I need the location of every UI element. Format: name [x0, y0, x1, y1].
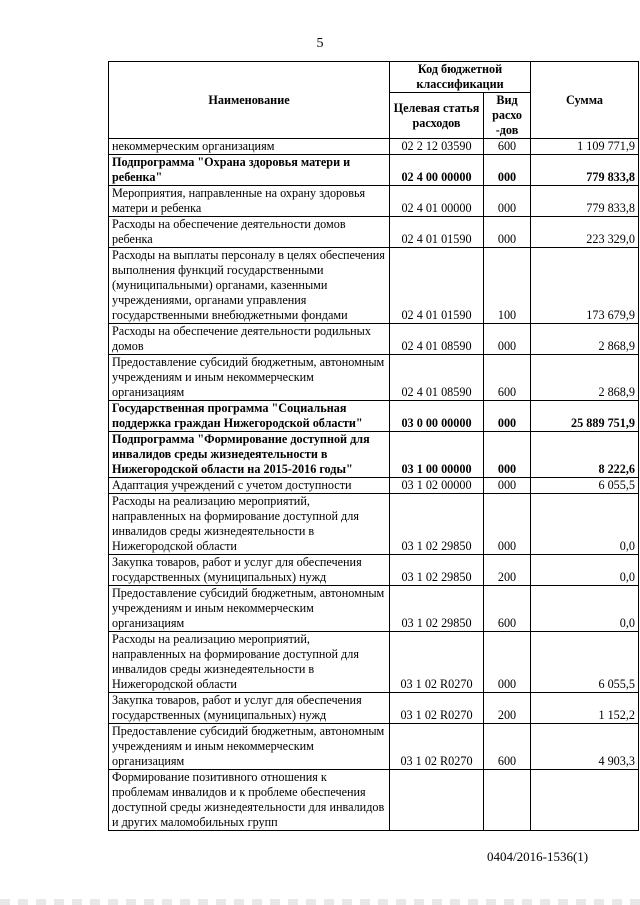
row-target-code: 03 1 02 00000	[390, 478, 484, 494]
row-target-code: 02 4 01 08590	[390, 324, 484, 355]
table-body	[109, 139, 639, 831]
row-name: Подпрограмма "Формирование доступной для инвалидов среды жизнедеятельности в Нижегородской области на 2015-2016 годы"	[109, 432, 390, 478]
row-expense-kind: 600	[484, 355, 531, 401]
row-expense-kind: 000	[484, 155, 531, 186]
row-sum: 4 903,3	[531, 724, 639, 770]
row-expense-kind: 100	[484, 248, 531, 324]
row-target-code: 02 4 00 00000	[390, 155, 484, 186]
row-sum: 6 055,5	[531, 478, 639, 494]
row-name: Предоставление субсидий бюджетным, автономным учреждениям и иным некоммерческим организациям	[109, 355, 390, 401]
row-expense-kind: 600	[484, 139, 531, 155]
row-sum: 173 679,9	[531, 248, 639, 324]
row-expense-kind: 200	[484, 693, 531, 724]
row-name: Мероприятия, направленные на охрану здоровья матери и ребенка	[109, 186, 390, 217]
row-target-code: 03 1 02 29850	[390, 555, 484, 586]
table-row	[109, 555, 639, 586]
row-target-code: 03 1 02 R0270	[390, 724, 484, 770]
header-kind: Вид расхо -дов	[484, 93, 531, 139]
row-target-code: 03 1 02 R0270	[390, 632, 484, 693]
table-row	[109, 139, 639, 155]
budget-table	[108, 61, 639, 831]
row-expense-kind: 000	[484, 432, 531, 478]
row-expense-kind: 000	[484, 186, 531, 217]
scan-edge-artifact	[0, 899, 640, 905]
row-sum: 2 868,9	[531, 324, 639, 355]
table-row	[109, 355, 639, 401]
row-name: Подпрограмма "Охрана здоровья матери и ребенка"	[109, 155, 390, 186]
row-target-code: 03 1 02 29850	[390, 494, 484, 555]
row-name: Закупка товаров, работ и услуг для обеспечения государственных (муниципальных) нужд	[109, 693, 390, 724]
row-target-code: 02 4 01 00000	[390, 186, 484, 217]
row-sum: 25 889 751,9	[531, 401, 639, 432]
row-name: Предоставление субсидий бюджетным, автономным учреждениям и иным некоммерческим организациям	[109, 586, 390, 632]
table-row	[109, 693, 639, 724]
row-target-code: 03 1 02 29850	[390, 586, 484, 632]
row-sum: 1 109 771,9	[531, 139, 639, 155]
row-expense-kind: 000	[484, 401, 531, 432]
row-sum: 0,0	[531, 494, 639, 555]
row-name: Предоставление субсидий бюджетным, автономным учреждениям и иным некоммерческим организациям	[109, 724, 390, 770]
document-number: 0404/2016-1536(1)	[487, 849, 589, 864]
row-expense-kind: 200	[484, 555, 531, 586]
row-sum: 6 055,5	[531, 632, 639, 693]
row-name: Расходы на обеспечение деятельности домов ребенка	[109, 217, 390, 248]
row-name: Адаптация учреждений с учетом доступности	[109, 478, 390, 494]
table-row	[109, 724, 639, 770]
table-row	[109, 217, 639, 248]
row-name: Формирование позитивного отношения к проблемам инвалидов и к проблеме обеспечения доступной среды жизнедеятельности для инвалидов и других маломобильных групп	[109, 770, 390, 831]
row-target-code: 02 2 12 03590	[390, 139, 484, 155]
row-expense-kind: 600	[484, 724, 531, 770]
row-sum: 779 833,8	[531, 186, 639, 217]
row-expense-kind	[484, 770, 531, 831]
row-name: Расходы на реализацию мероприятий, направленных на формирование доступной для инвалидов среды жизнедеятельности в Нижегородской области	[109, 494, 390, 555]
row-sum: 223 329,0	[531, 217, 639, 248]
row-expense-kind: 600	[484, 586, 531, 632]
row-target-code: 02 4 01 01590	[390, 248, 484, 324]
page-number: 5	[316, 36, 324, 51]
row-expense-kind: 000	[484, 217, 531, 248]
header-sum: Сумма	[531, 62, 639, 139]
row-sum: 779 833,8	[531, 155, 639, 186]
header-code-group: Код бюджетной классификации	[390, 62, 531, 93]
row-target-code: 03 0 00 00000	[390, 401, 484, 432]
row-sum: 0,0	[531, 586, 639, 632]
row-name: Закупка товаров, работ и услуг для обеспечения государственных (муниципальных) нужд	[109, 555, 390, 586]
row-target-code: 03 1 02 R0270	[390, 693, 484, 724]
row-target-code: 03 1 00 00000	[390, 432, 484, 478]
header-row-top	[109, 62, 639, 93]
table-row	[109, 186, 639, 217]
table-row	[109, 155, 639, 186]
row-name: некоммерческим организациям	[109, 139, 390, 155]
header-name: Наименование	[109, 62, 390, 139]
row-name: Государственная программа "Социальная поддержка граждан Нижегородской области"	[109, 401, 390, 432]
row-sum: 2 868,9	[531, 355, 639, 401]
table-row	[109, 478, 639, 494]
table-row	[109, 586, 639, 632]
row-expense-kind: 000	[484, 632, 531, 693]
table-row	[109, 432, 639, 478]
table-row	[109, 324, 639, 355]
row-sum: 8 222,6	[531, 432, 639, 478]
table-row	[109, 248, 639, 324]
row-target-code	[390, 770, 484, 831]
row-name: Расходы на выплаты персоналу в целях обеспечения выполнения функций государственными (муниципальными) органами, казенными учреждениями, органами управления государственными внебюджетными фондами	[109, 248, 390, 324]
header-target: Целевая статья расходов	[390, 93, 484, 139]
table-row	[109, 632, 639, 693]
row-name: Расходы на обеспечение деятельности родильных домов	[109, 324, 390, 355]
row-sum: 0,0	[531, 555, 639, 586]
row-expense-kind: 000	[484, 494, 531, 555]
row-name: Расходы на реализацию мероприятий, направленных на формирование доступной для инвалидов среды жизнедеятельности в Нижегородской области	[109, 632, 390, 693]
table-row	[109, 494, 639, 555]
row-target-code: 02 4 01 01590	[390, 217, 484, 248]
row-expense-kind: 000	[484, 324, 531, 355]
table-row	[109, 401, 639, 432]
row-expense-kind: 000	[484, 478, 531, 494]
row-sum: 1 152,2	[531, 693, 639, 724]
row-target-code: 02 4 01 08590	[390, 355, 484, 401]
table-row	[109, 770, 639, 831]
row-sum	[531, 770, 639, 831]
